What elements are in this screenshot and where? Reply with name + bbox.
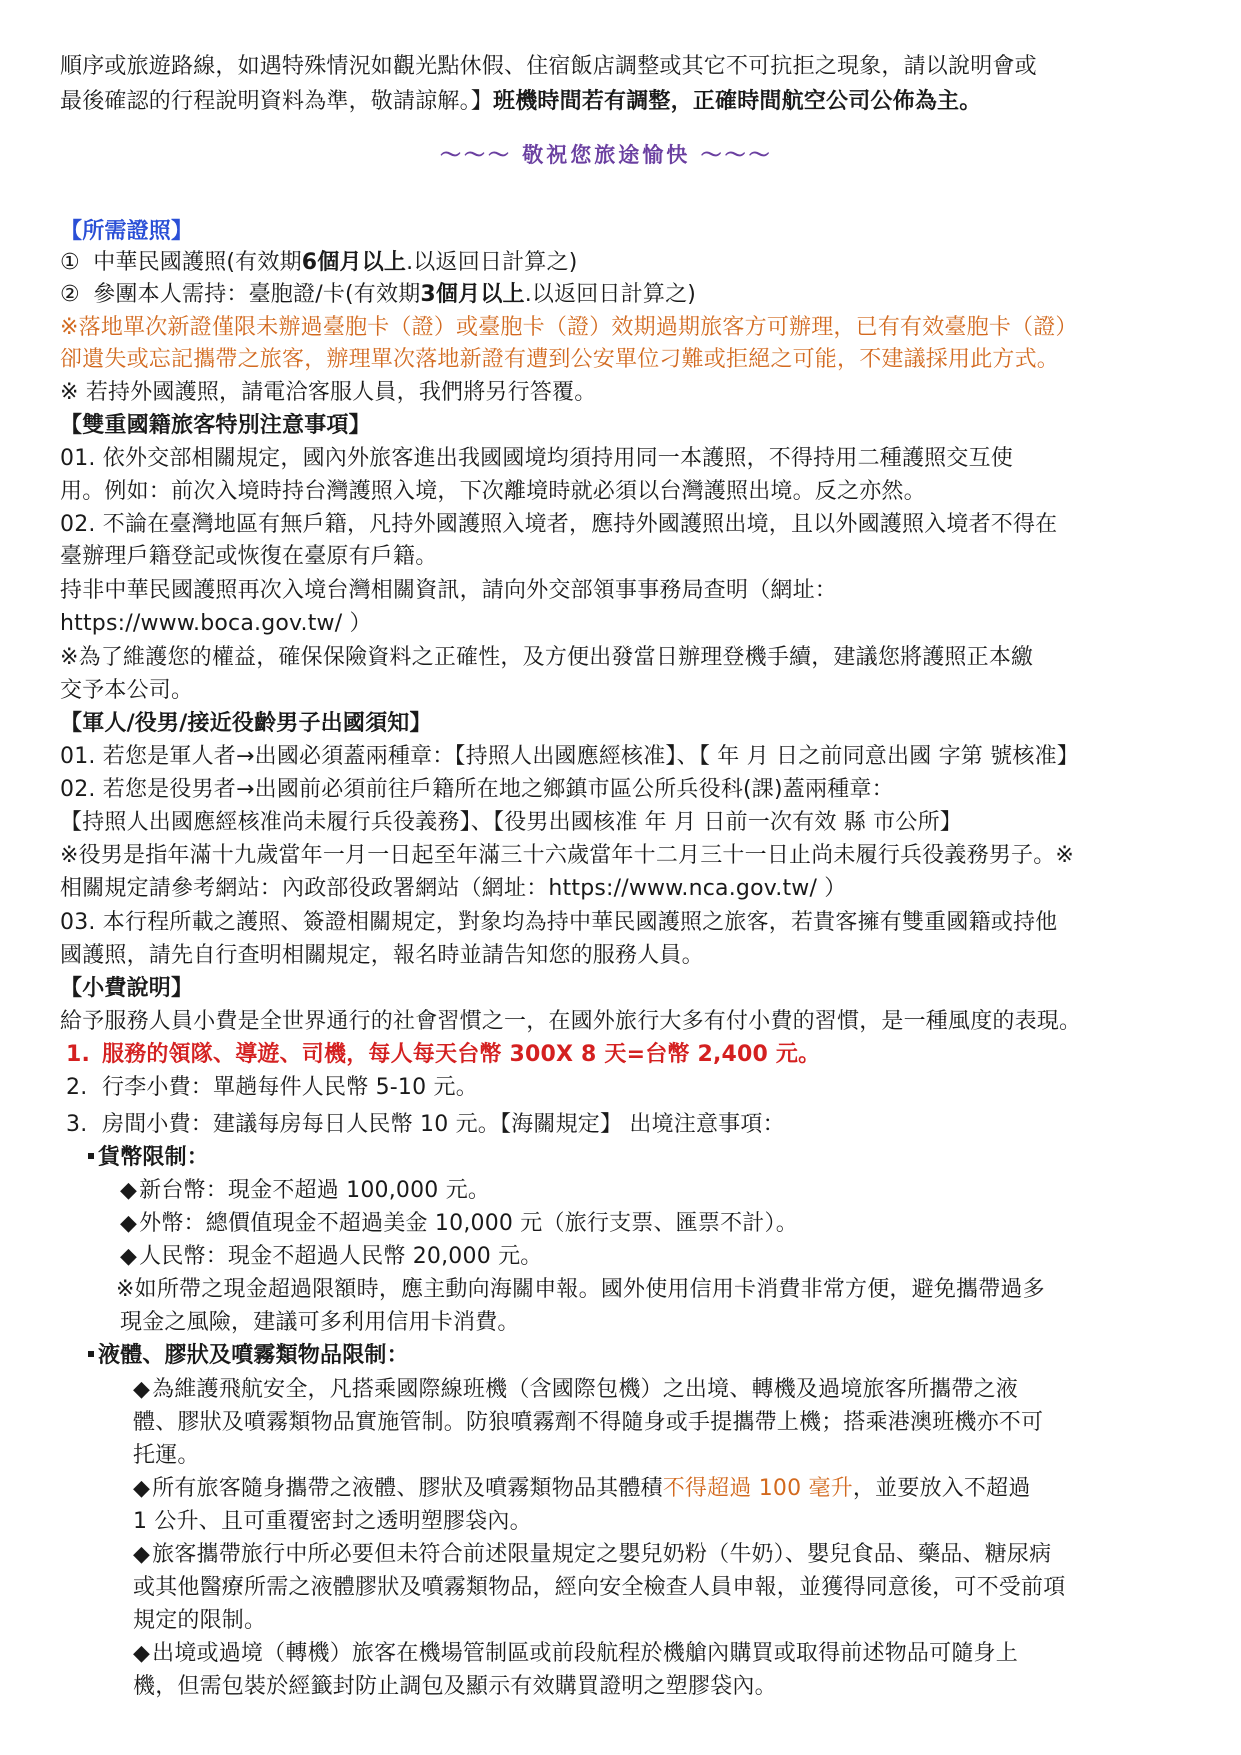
diamond-bullet-icon: ◆ — [120, 1211, 138, 1236]
liquids-b-line-2: 1 公升、且可重覆密封之透明塑膠袋內。 — [133, 1509, 532, 1534]
currency-item-1 — [120, 1176, 490, 1206]
diamond-bullet-icon: ◆ — [133, 1377, 151, 1402]
diamond-bullet-icon: ◆ — [120, 1178, 138, 1203]
circled-1-icon: ① — [60, 250, 80, 275]
intro-line-2-text: 最後確認的行程說明資料為準，敬請諒解。】 — [60, 89, 494, 114]
currency-item-2 — [120, 1209, 798, 1239]
tip-item-1 — [66, 1040, 820, 1070]
liquids-a-line-1-text: 為維護飛航安全，凡搭乘國際線班機（含國際包機）之出境、轉機及過境旅客所攜帶之液 — [152, 1377, 1018, 1402]
square-bullet-icon — [88, 1351, 94, 1357]
tips-heading: 【小費說明】 — [60, 976, 194, 1001]
tips-intro: 給予服務人員小費是全世界通行的社會習慣之一，在國外旅行大多有付小費的習慣，是一種風度的表現。 — [60, 1009, 1082, 1034]
tip-item-3-text: 房間小費：建議每房每日人民幣 10 元。【海關規定】 出境注意事項： — [102, 1112, 785, 1137]
wish-line: ～～～ 敬祝您旅途愉快 ～～～ — [440, 143, 773, 167]
liquids-a-line-1 — [133, 1375, 1018, 1405]
foreign-passport-note: ※ 若持外國護照，請電洽客服人員，我們將另行答覆。 — [60, 380, 597, 405]
document-item-1-text-c: .以返回日計算之) — [406, 250, 578, 275]
dual-p4-line-2: 交予本公司。 — [60, 678, 194, 703]
square-bullet-icon — [88, 1153, 94, 1159]
document-item-2-text-a: 參團本人需持：臺胞證/卡(有效期 — [93, 282, 421, 307]
dual-heading: 【雙重國籍旅客特別注意事項】 — [60, 413, 371, 438]
currency-item-3-text: 人民幣：現金不超過人民幣 20,000 元。 — [139, 1244, 543, 1269]
liquids-c-line-3: 規定的限制。 — [133, 1608, 267, 1633]
liquids-heading-text: 液體、膠狀及噴霧類物品限制： — [98, 1343, 409, 1368]
tip-item-3 — [66, 1110, 785, 1140]
liquids-d-line-1 — [133, 1639, 1018, 1669]
document-item-1-validity: 6個月以上 — [301, 250, 407, 275]
tip-item-3-number: 3. — [66, 1112, 88, 1137]
document-item-2-validity: 3個月以上 — [420, 282, 525, 307]
liquids-a-line-3: 托運。 — [133, 1443, 200, 1468]
warning-line-1: ※落地單次新證僅限未辦過臺胞卡（證）或臺胞卡（證）效期過期旅客方可辦理，已有有效臺胞卡（證） — [60, 315, 1078, 340]
tip-item-2 — [66, 1073, 478, 1103]
dual-p2-line-1: 02. 不論在臺灣地區有無戶籍，凡持外國護照入境者，應持外國護照出境，且以外國護照入境者不得在 — [60, 512, 1058, 537]
military-line-3: 【持照人出國應經核准尚未履行兵役義務】、【役男出國核准 年 月 日前一次有效 縣 市公所】 — [60, 810, 962, 835]
military-heading: 【軍人/役男/接近役齡男子出國須知】 — [60, 711, 432, 736]
liquids-c-line-1-text: 旅客攜帶旅行中所必要但未符合前述限量規定之嬰兒奶粉（牛奶）、嬰兒食品、藥品、糖尿病 — [152, 1542, 1052, 1567]
tip-item-2-number: 2. — [66, 1075, 88, 1100]
flight-time-notice: 班機時間若有調整，正確時間航空公司公佈為主。 — [493, 89, 982, 114]
liquids-d-line-2: 機，但需包裝於經籤封防止調包及顯示有效購買證明之塑膠袋內。 — [133, 1674, 777, 1699]
military-line-4: ※役男是指年滿十九歲當年一月一日起至年滿三十六歲當年十二月三十一日止尚未履行兵役義務男子。※ — [60, 843, 1075, 868]
circled-2-icon: ② — [60, 282, 80, 307]
tip-item-2-text: 行李小費：單趟每件人民幣 5-10 元。 — [102, 1075, 478, 1100]
dual-p4-line-1: ※為了維護您的權益，確保保險資料之正確性，及方便出發當日辦理登機手續，建議您將護照正本繳 — [60, 645, 1034, 670]
military-line-6: 03. 本行程所載之護照、簽證相關規定，對象均為持中華民國護照之旅客，若貴客擁有雙重國籍或持他 — [60, 910, 1058, 935]
currency-note-line-1: ※如所帶之現金超過限額時，應主動向海關申報。國外使用信用卡消費非常方便，避免攜帶過多 — [116, 1277, 1045, 1302]
military-line-7: 國護照，請先自行查明相關規定，報名時並請告知您的服務人員。 — [60, 943, 704, 968]
currency-item-2-text: 外幣：總價值現金不超過美金 10,000 元（旅行支票、匯票不計）。 — [139, 1211, 798, 1236]
nca-link[interactable]: 相關規定請參考網站：內政部役政署網站（網址：https://www.nca.gov.tw/ ） — [60, 876, 847, 901]
boca-link[interactable]: https://www.boca.gov.tw/ ） — [60, 611, 372, 636]
currency-note-line-2: 現金之風險，建議可多利用信用卡消費。 — [120, 1310, 520, 1335]
dual-p1-line-2: 用。例如：前次入境時持台灣護照入境，下次離境時就必須以台灣護照出境。反之亦然。 — [60, 479, 926, 504]
liquids-a-line-2: 體、膠狀及噴霧類物品實施管制。防狼噴霧劑不得隨身或手提攜帶上機；搭乘港澳班機亦不可 — [133, 1410, 1044, 1435]
intro-line-2 — [60, 87, 981, 117]
currency-item-1-text: 新台幣：現金不超過 100,000 元。 — [139, 1178, 491, 1203]
dual-p3-line-1: 持非中華民國護照再次入境台灣相關資訊，請向外交部領事事務局查明（網址： — [60, 578, 838, 603]
currency-heading-text: 貨幣限制： — [98, 1145, 210, 1170]
diamond-bullet-icon: ◆ — [120, 1244, 138, 1269]
diamond-bullet-icon: ◆ — [133, 1542, 151, 1567]
tip-item-1-text: 服務的領隊、導遊、司機，每人每天台幣 300X 8 天=台幣 2,400 元。 — [102, 1042, 821, 1067]
diamond-bullet-icon: ◆ — [133, 1641, 151, 1666]
warning-line-2: 卻遺失或忘記攜帶之旅客，辦理單次落地新證有遭到公安單位刁難或拒絕之可能，不建議採用此方式。 — [60, 347, 1060, 372]
document-item-1-text-a: 中華民國護照(有效期 — [93, 250, 302, 275]
dual-p1-line-1: 01. 依外交部相關規定，國內外旅客進出我國國境均須持用同一本護照，不得持用二種護照交互使 — [60, 446, 1013, 471]
volume-limit-text: 不得超過 100 毫升 — [662, 1476, 853, 1501]
liquids-b-line-1 — [133, 1474, 1031, 1504]
liquids-b-line-1-text-a: 所有旅客隨身攜帶之液體、膠狀及噴霧類物品其體積 — [152, 1476, 663, 1501]
intro-line-1: 順序或旅遊路線，如遇特殊情況如觀光點休假、住宿飯店調整或其它不可抗拒之現象，請以說明會或 — [60, 54, 1037, 79]
liquids-heading — [88, 1341, 409, 1371]
military-line-2: 02. 若您是役男者→出國前必須前往戶籍所在地之鄉鎮市區公所兵役科(課)蓋兩種章： — [60, 777, 894, 802]
documents-heading: 【所需證照】 — [60, 219, 194, 244]
liquids-b-line-1-text-c: ，並要放入不超過 — [852, 1476, 1031, 1501]
military-line-1: 01. 若您是軍人者→出國必須蓋兩種章：【持照人出國應經核准】、【 年 月 日之前同意出國 字第 號核准】 — [60, 744, 1079, 769]
liquids-d-line-1-text: 出境或過境（轉機）旅客在機場管制區或前段航程於機艙內購買或取得前述物品可隨身上 — [152, 1641, 1018, 1666]
liquids-c-line-2: 或其他醫療所需之液體膠狀及噴霧類物品，經向安全檢查人員申報，並獲得同意後，可不受前項 — [133, 1575, 1066, 1600]
document-item-1 — [60, 248, 578, 278]
diamond-bullet-icon: ◆ — [133, 1476, 151, 1501]
liquids-c-line-1 — [133, 1540, 1051, 1570]
document-item-2 — [60, 280, 696, 310]
tip-item-1-number: 1. — [66, 1042, 91, 1067]
document-item-2-text-c: .以返回日計算之) — [524, 282, 697, 307]
dual-p2-line-2: 臺辦理戶籍登記或恢復在臺原有戶籍。 — [60, 544, 438, 569]
currency-heading — [88, 1143, 209, 1173]
currency-item-3 — [120, 1242, 543, 1272]
